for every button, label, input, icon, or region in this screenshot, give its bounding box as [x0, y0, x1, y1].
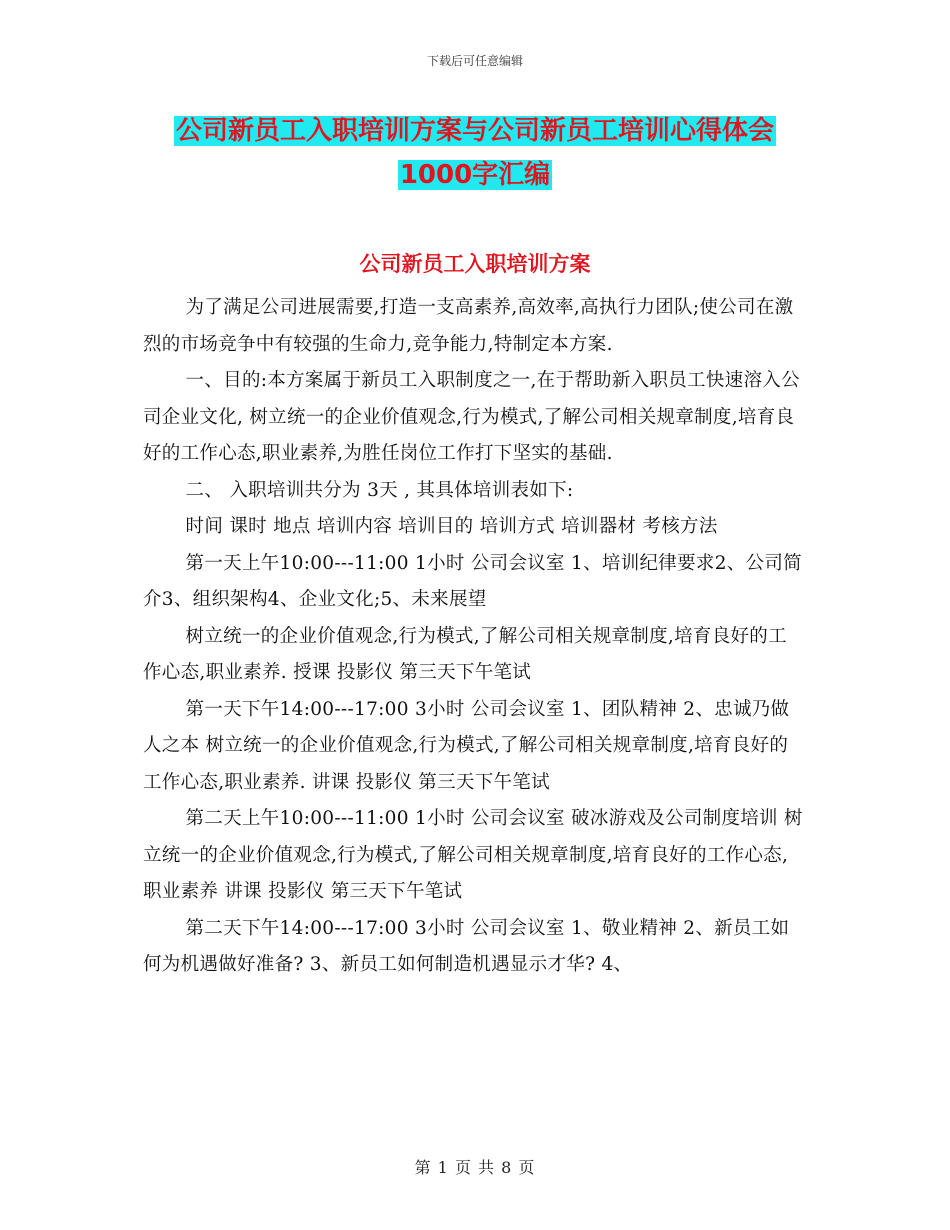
- paragraph-table-header: 时间 课时 地点 培训内容 培训目的 培训方式 培训器材 考核方法: [185, 516, 718, 537]
- paragraph-purpose: 一、目的:本方案属于新员工入职制度之一,在于帮助新入职员工快速溶入公司企业文化, 树立统一的企业价值观念,行为模式,了解公司相关规章制度,培育良好的工作心态,职业素养,为胜任岗位工作打下坚实的基础.: [143, 370, 800, 464]
- document-body: [143, 290, 803, 984]
- paragraph-day2-afternoon: 第二天下午14:00---17:00 3小时 公司会议室 1、敬业精神 2、新员工如何为机遇做好准备? 3、新员工如何制造机遇显示才华? 4、: [143, 917, 790, 975]
- paragraph-day1-morning: 第一天上午10:00---11:00 1小时 公司会议室 1、培训纪律要求2、公司简介3、组织架构4、企业文化;5、未来展望: [143, 552, 802, 610]
- document-title-line-2: [0, 158, 950, 192]
- title-highlight-1: 公司新员工入职培训方案与公司新员工培训心得体会: [175, 116, 774, 146]
- paragraph-day2-morning: 第二天上午10:00---11:00 1小时 公司会议室 破冰游戏及公司制度培训 树立统一的企业价值观念,行为模式,了解公司相关规章制度,培育良好的工作心态,职业素养 讲课 投影仪 第三天下午笔试: [143, 808, 803, 902]
- paragraph-day1-morning-goal: 树立统一的企业价值观念,行为模式,了解公司相关规章制度,培育良好的工作心态,职业素养. 授课 投影仪 第三天下午笔试: [143, 625, 787, 683]
- page-header-note: 下载后可任意编辑: [426, 54, 523, 68]
- title-highlight-2: 1000字汇编: [399, 160, 551, 190]
- paragraph-day1-afternoon: 第一天下午14:00---17:00 3小时 公司会议室 1、团队精神 2、忠诚乃做人之本 树立统一的企业价值观念,行为模式,了解公司相关规章制度,培育良好的工作心态,职业素养. 讲课 投影仪 第三天下午笔试: [143, 698, 790, 793]
- section-title: 公司新员工入职培训方案: [359, 252, 591, 276]
- paragraph-intro: 为了满足公司进展需要,打造一支高素养,高效率,高执行力团队;使公司在激烈的市场竞争中有较强的生命力,竞争能力,特制定本方案.: [143, 297, 794, 355]
- paragraph-schedule-intro: 二、 入职培训共分为 3天 , 其具体培训表如下:: [185, 479, 574, 501]
- page-footer: 第 1 页 共 8 页: [414, 1158, 536, 1177]
- document-title-line-1: [0, 114, 950, 148]
